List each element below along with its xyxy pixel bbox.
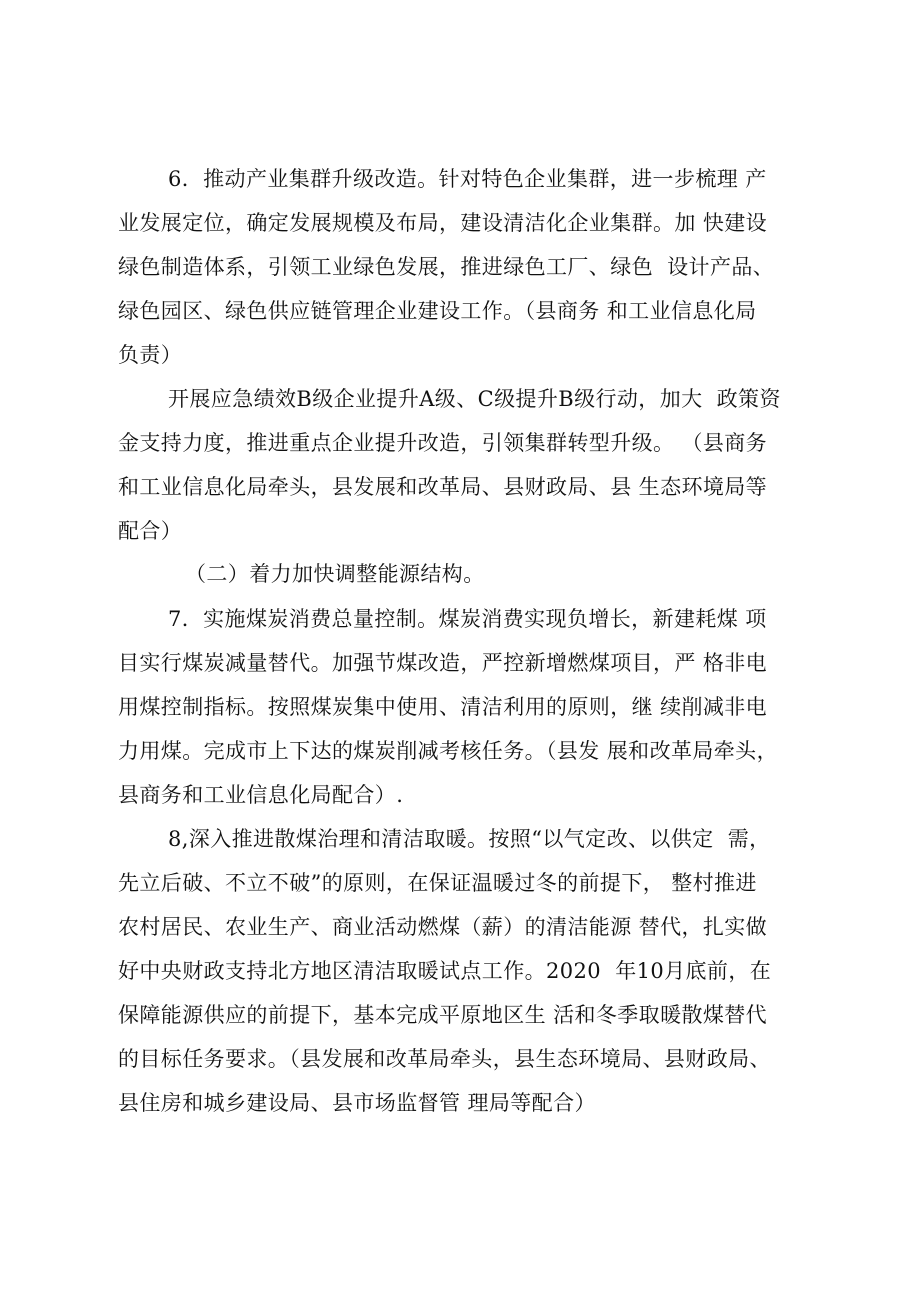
paragraph-8-line-4: 好中央财政支持北方地区清洁取暖试点工作。2020 年10月底前，在 [118, 959, 772, 983]
paragraph-7-line-1: 7．实施煤炭消费总量控制。煤炭消费实现负增长，新建耗煤 项 [168, 607, 767, 631]
paragraph-6-line-2: 业发展定位，确定发展规模及布局，建设清洁化企业集群。加 快建设 [118, 211, 768, 235]
paragraph-grade-line-3: 和工业信息化局牵头，县发展和改革局、县财政局、县 生态环境局等 [118, 475, 768, 499]
paragraph-8-line-5: 保障能源供应的前提下，基本完成平原地区生 活和冬季取暖散煤替代 [118, 1003, 768, 1027]
paragraph-8-line-7: 县住房和城乡建设局、县市场监督管 理局等配合） [118, 1091, 596, 1115]
paragraph-grade-line-1: 开展应急绩效B级企业提升A级、C级提升B级行动，加大 政策资 [168, 387, 781, 411]
paragraph-8-line-2: 先立后破、不立不破”的原则，在保证温暖过冬的前提下， 整村推进 [118, 871, 757, 895]
paragraph-grade-line-2: 金支持力度，推进重点企业提升改造，引领集群转型升级。 （县商务 [118, 431, 768, 455]
paragraph-7-line-4: 力用煤。完成市上下达的煤炭削减考核任务。（县发 展和改革局牵头， [118, 739, 778, 763]
paragraph-grade-line-4: 配合） [118, 519, 183, 543]
paragraph-8-line-6: 的目标任务要求。（县发展和改革局牵头，县生态环境局、县财政局、 [118, 1047, 771, 1071]
paragraph-8-line-3: 农村居民、农业生产、商业活动燃煤（薪）的清洁能源 替代，扎实做 [118, 915, 768, 939]
paragraph-6-line-5: 负责） [118, 343, 183, 367]
paragraph-6-line-4: 绿色园区、绿色供应链管理企业建设工作。（县商务 和工业信息化局 [118, 299, 757, 323]
paragraph-7-line-2: 目实行煤炭减量替代。加强节煤改造，严控新增燃煤项目，严 格非电 [118, 651, 768, 675]
paragraph-7-line-3: 用煤控制指标。按照煤炭集中使用、清洁利用的原则，继 续削减非电 [118, 695, 768, 719]
paragraph-6-line-1: 6．推动产业集群升级改造。针对特色企业集群，进一步梳理 产 [168, 167, 767, 191]
paragraph-7-line-5: 县商务和工业信息化局配合）. [118, 783, 404, 807]
paragraph-6-line-3: 绿色制造体系，引领工业绿色发展，推进绿色工厂、绿色 设计产品、 [118, 255, 775, 279]
paragraph-8-line-1: 8,深入推进散煤治理和清洁取暖。按照“以气定改、以供定 需， [168, 827, 771, 851]
section-heading: （二）着力加快调整能源结构。 [185, 562, 485, 586]
